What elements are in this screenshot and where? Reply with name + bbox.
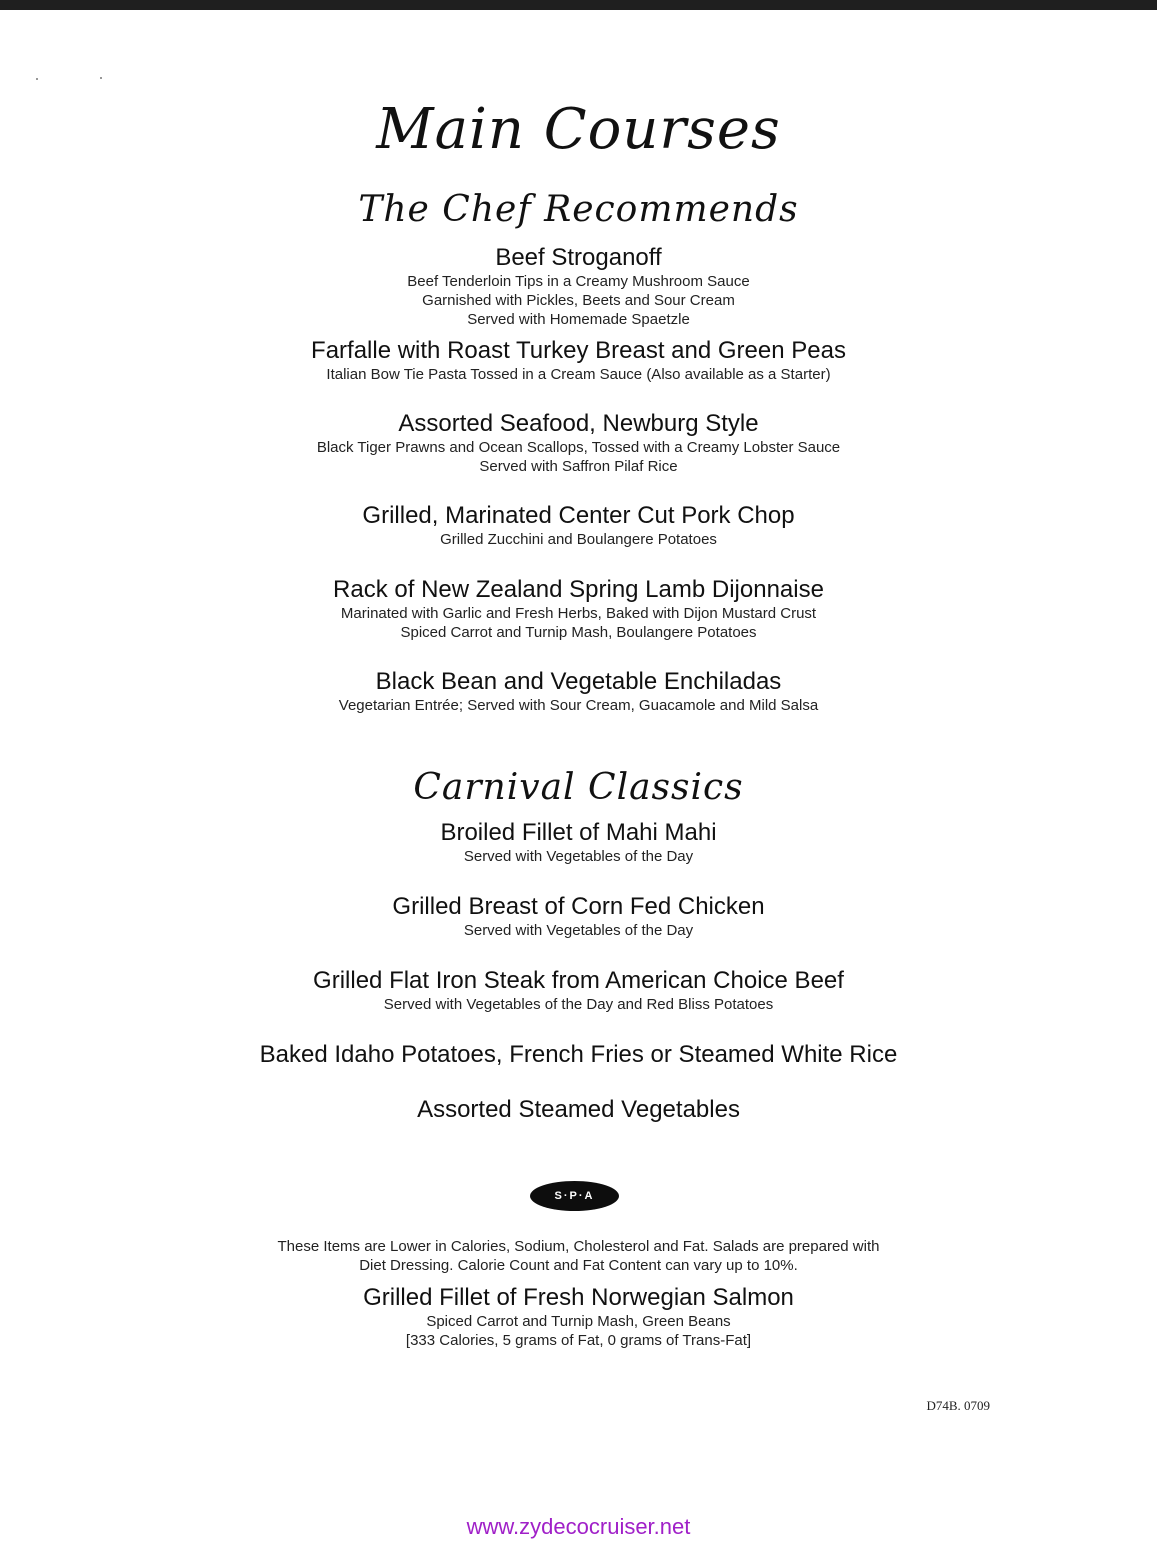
dish-description-line: Spiced Carrot and Turnip Mash, Green Beans bbox=[426, 1313, 731, 1330]
dish-enchiladas bbox=[0, 668, 1157, 715]
dish-description-line: Spiced Carrot and Turnip Mash, Boulangere Potatoes bbox=[400, 624, 757, 641]
dish-name: Farfalle with Roast Turkey Breast and Green Peas bbox=[311, 337, 846, 364]
dish-description-line: Grilled Zucchini and Boulangere Potatoes bbox=[440, 531, 717, 548]
dish-description-line: Black Tiger Prawns and Ocean Scallops, Tossed with a Creamy Lobster Sauce bbox=[316, 439, 841, 456]
dish-description-line: [333 Calories, 5 grams of Fat, 0 grams of Trans-Fat] bbox=[405, 1332, 752, 1349]
dish-name: Assorted Seafood, Newburg Style bbox=[398, 410, 759, 437]
dish-norwegian-salmon bbox=[0, 1284, 1157, 1350]
disclaimer-line: Diet Dressing. Calorie Count and Fat Content can vary up to 10%. bbox=[359, 1257, 798, 1274]
dish-description-line: Vegetarian Entrée; Served with Sour Cream, Guacamole and Mild Salsa bbox=[338, 697, 819, 714]
dish-pork-chop bbox=[0, 502, 1157, 549]
dish-chicken-breast bbox=[0, 893, 1157, 940]
dish-description-line: Beef Tenderloin Tips in a Creamy Mushroom Sauce bbox=[407, 273, 750, 290]
dish-name: Rack of New Zealand Spring Lamb Dijonnaise bbox=[333, 576, 824, 603]
dish-name: Grilled Flat Iron Steak from American Choice Beef bbox=[313, 967, 844, 994]
dish-lamb-dijonnaise bbox=[0, 576, 1157, 642]
dish-description-line: Served with Vegetables of the Day bbox=[463, 848, 694, 865]
dish-steamed-vegetables bbox=[0, 1096, 1157, 1124]
spa-disclaimer bbox=[0, 1237, 1157, 1275]
dish-description-line: Served with Vegetables of the Day and Red Bliss Potatoes bbox=[383, 996, 774, 1013]
scan-top-edge bbox=[0, 0, 1157, 10]
dish-name: Beef Stroganoff bbox=[495, 244, 662, 271]
dish-name: Grilled Fillet of Fresh Norwegian Salmon bbox=[363, 1284, 794, 1311]
menu-title: Main Courses bbox=[376, 97, 781, 162]
dish-description-line: Garnished with Pickles, Beets and Sour Cream bbox=[422, 292, 735, 309]
dish-farfalle bbox=[0, 337, 1157, 384]
scan-speck bbox=[36, 78, 38, 80]
disclaimer-line: These Items are Lower in Calories, Sodium, Cholesterol and Fat. Salads are prepared with bbox=[277, 1238, 880, 1255]
dish-description-line: Served with Homemade Spaetzle bbox=[467, 311, 690, 328]
dish-description-line: Served with Saffron Pilaf Rice bbox=[479, 458, 678, 475]
dish-side-starches bbox=[0, 1041, 1157, 1069]
dish-description-line: Italian Bow Tie Pasta Tossed in a Cream Sauce (Also available as a Starter) bbox=[326, 366, 831, 383]
section-heading-carnival-classics: Carnival Classics bbox=[413, 767, 744, 808]
dish-description-line: Marinated with Garlic and Fresh Herbs, Baked with Dijon Mustard Crust bbox=[340, 605, 817, 622]
dish-name: Assorted Steamed Vegetables bbox=[417, 1096, 740, 1123]
dish-name: Baked Idaho Potatoes, French Fries or Steamed White Rice bbox=[259, 1041, 898, 1068]
section-heading-chef-recommends: The Chef Recommends bbox=[358, 189, 799, 230]
dish-name: Grilled Breast of Corn Fed Chicken bbox=[392, 893, 765, 920]
menu-code: D74B. 0709 bbox=[926, 1398, 990, 1413]
dish-assorted-seafood bbox=[0, 410, 1157, 476]
scan-speck bbox=[100, 77, 102, 79]
dish-flat-iron-steak bbox=[0, 967, 1157, 1014]
dish-description-line: Served with Vegetables of the Day bbox=[463, 922, 694, 939]
dish-mahi-mahi bbox=[0, 819, 1157, 866]
website-link[interactable]: www.zydecocruiser.net bbox=[466, 1514, 691, 1539]
dish-name: Grilled, Marinated Center Cut Pork Chop bbox=[362, 502, 795, 529]
dish-beef-stroganoff bbox=[0, 244, 1157, 329]
dish-name: Broiled Fillet of Mahi Mahi bbox=[440, 819, 717, 846]
dish-name: Black Bean and Vegetable Enchiladas bbox=[375, 668, 782, 695]
spa-logo: S·P·A bbox=[530, 1181, 619, 1211]
